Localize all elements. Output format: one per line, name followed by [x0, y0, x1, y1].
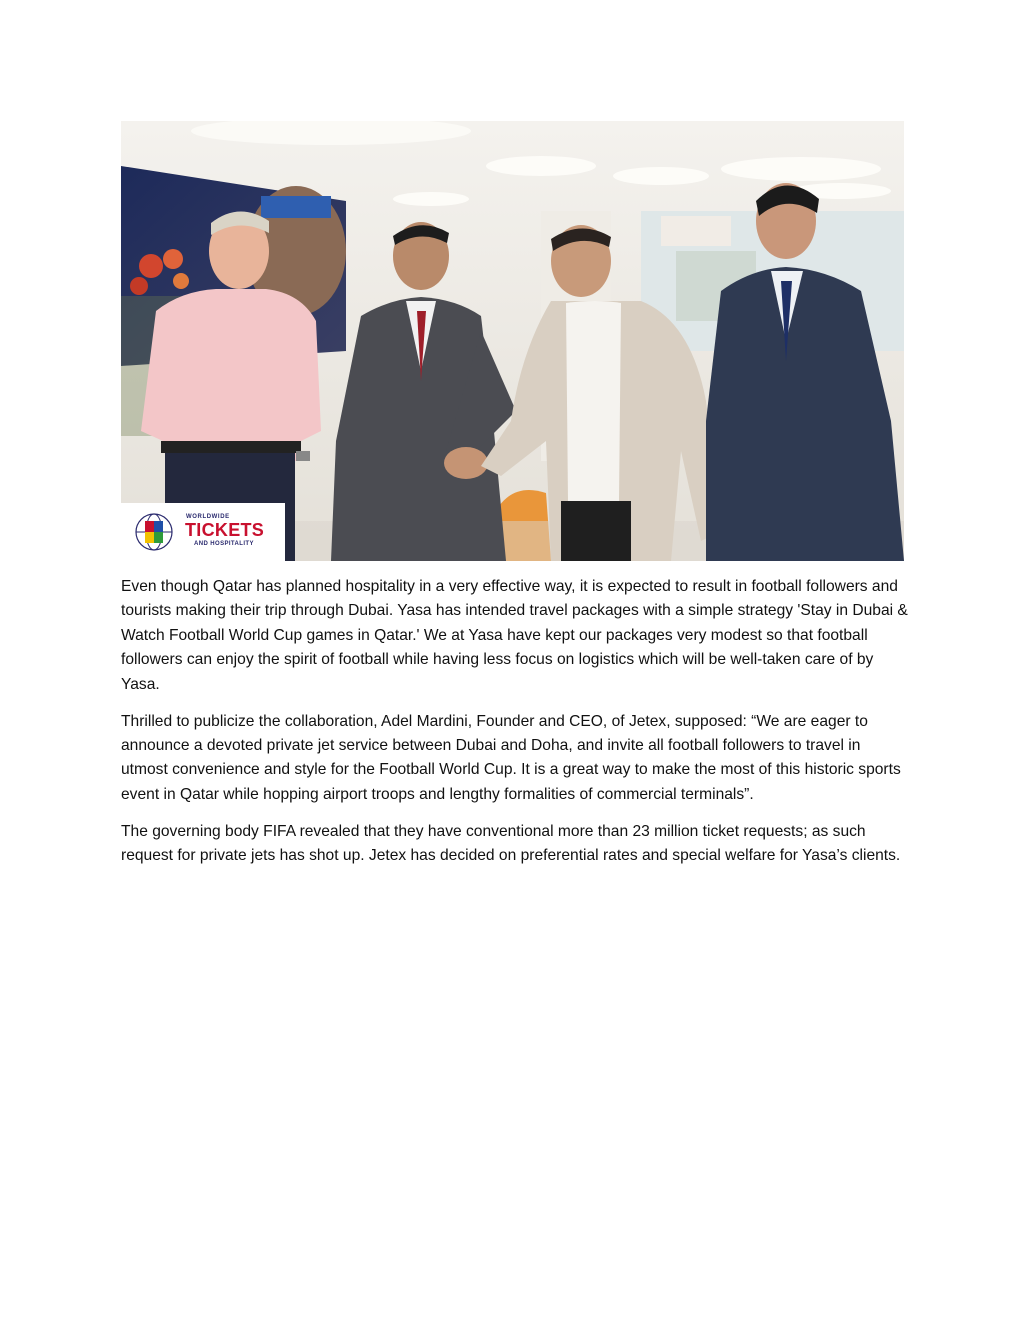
logo-main-text: TICKETS [185, 520, 265, 540]
paragraph-1: Even though Qatar has planned hospitality in a very effective way, it is expected to result in football followers and tourists making their trip through Dubai. Yasa has intended travel packages with a simple strategy 'Stay in Dubai & Watch Football World Cup games in Qatar.' We at Yasa have kept our packages very modest so that football followers can enjoy the spirit of football while having less focus on logistics which will be well-taken care of by Yasa. [121, 578, 908, 693]
paragraph-3: The governing body FIFA revealed that they have conventional more than 23 million ticket requests; as such request for private jets has shot up. Jetex has decided on preferential rates and special welfare for Yasa’s clients. [121, 822, 901, 865]
globe-icon [131, 511, 177, 553]
logo-top-text: WORLDWIDE [186, 514, 230, 520]
article-body [121, 575, 911, 881]
event-photo [121, 121, 904, 561]
paragraph-2: Thrilled to publicize the collaboration, Adel Mardini, Founder and CEO, of Jetex, supposed: “We are eager to announce a devoted private jet service between Dubai and Doha, and invite all football followers to travel in utmost convenience and style for the Football World Cup. It is a great way to make the most of this historic sports event in Qatar while hopping airport troops and lengthy formalities of commercial terminals”. [121, 712, 901, 803]
company-logo [121, 503, 285, 561]
logo-sub-text: AND HOSPITALITY [194, 541, 254, 547]
photo-illustration [121, 121, 904, 561]
